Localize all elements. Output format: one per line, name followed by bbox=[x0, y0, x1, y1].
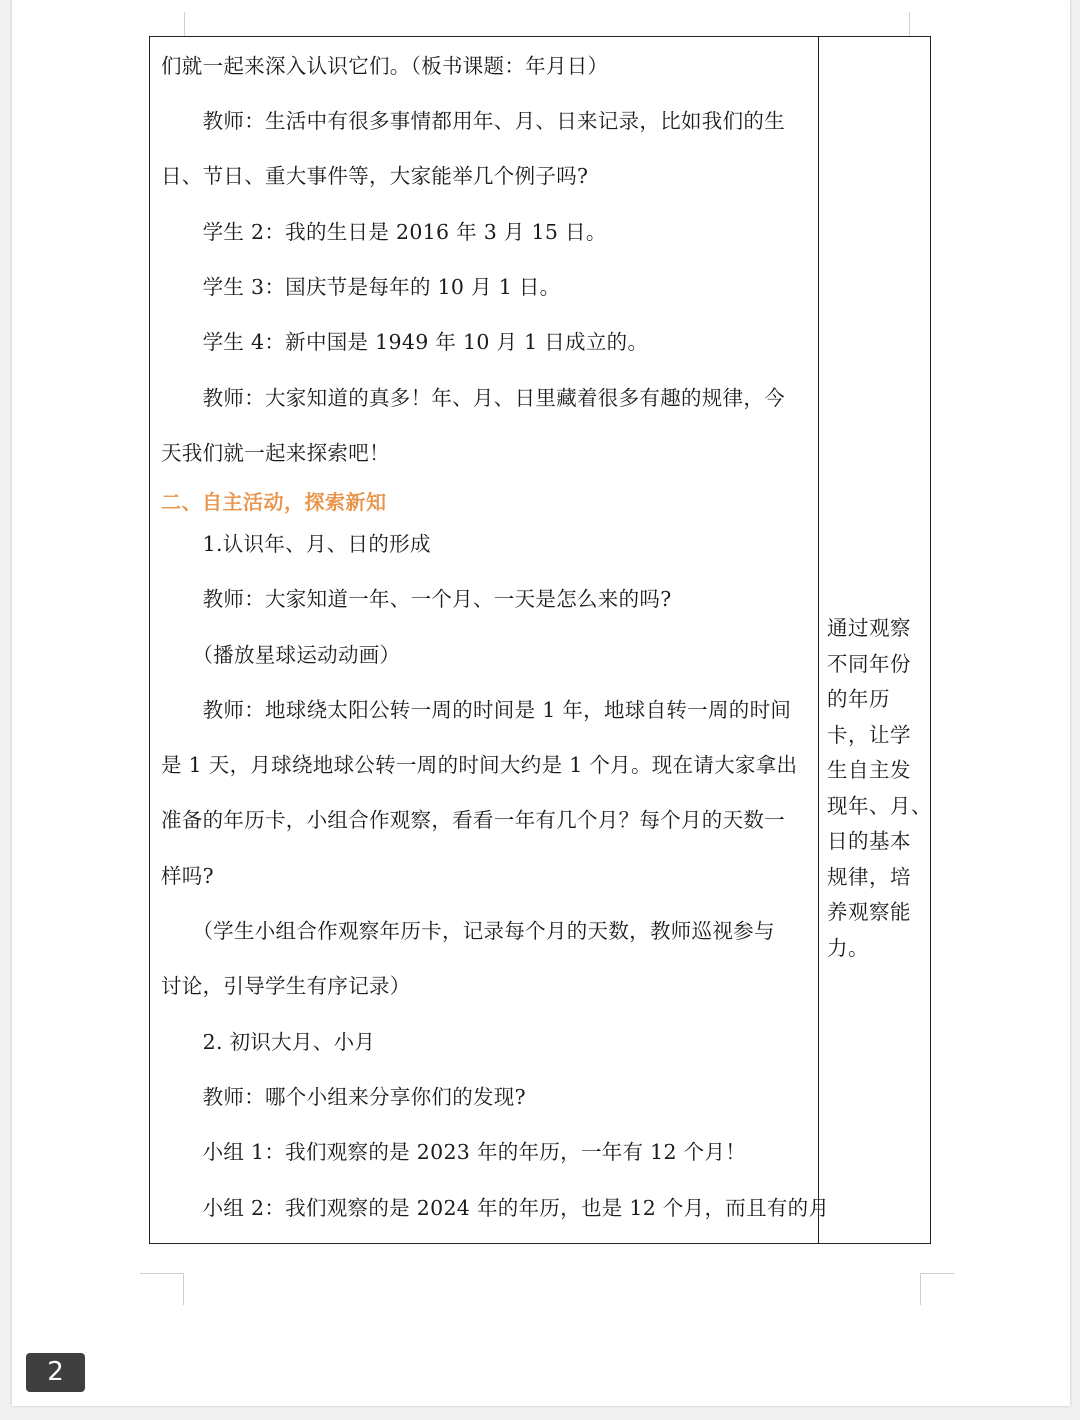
text-line: 教师：哪个小组来分享你们的发现? bbox=[161, 1085, 526, 1109]
note-line: 卡，让学 bbox=[827, 722, 911, 747]
text-line: 学生 2：我的生日是 2016 年 3 月 15 日。 bbox=[161, 220, 607, 244]
text-line: 教师：生活中有很多事情都用年、月、日来记录，比如我们的生 bbox=[161, 109, 785, 133]
note-line: 力。 bbox=[827, 935, 869, 960]
text-line: 是 1 天，月球绕地球公转一周的时间大约是 1 个月。现在请大家拿出 bbox=[161, 753, 798, 777]
text-line: 们就一起来深入认识它们。（板书课题：年月日） bbox=[161, 54, 609, 78]
crop-mark bbox=[909, 12, 922, 36]
crop-mark bbox=[183, 1273, 184, 1305]
subsection-title: 1.认识年、月、日的形成 bbox=[161, 532, 431, 556]
crop-mark bbox=[920, 1273, 954, 1274]
text-line: 样吗? bbox=[161, 864, 214, 888]
text-line: 小组 1：我们观察的是 2023 年的年历，一年有 12 个月！ bbox=[161, 1140, 747, 1164]
text-line: （学生小组合作观察年历卡，记录每个月的天数，教师巡视参与 bbox=[161, 919, 775, 943]
note-line: 养观察能 bbox=[827, 900, 911, 924]
note-line: 规律，培 bbox=[827, 864, 911, 889]
text-line: 学生 3：国庆节是每年的 10 月 1 日。 bbox=[161, 275, 561, 299]
text-line: 天我们就一起来探索吧！ bbox=[161, 441, 390, 465]
lesson-table bbox=[149, 36, 931, 1244]
note-line: 通过观察 bbox=[827, 616, 911, 640]
page-number-badge[interactable]: 2 bbox=[26, 1353, 85, 1392]
column-divider bbox=[818, 37, 819, 1243]
section-heading: 二、自主活动，探索新知 bbox=[161, 490, 387, 514]
text-line: 学生 4：新中国是 1949 年 10 月 1 日成立的。 bbox=[161, 330, 649, 354]
text-line: 小组 2：我们观察的是 2024 年的年历，也是 12 个月，而且有的月 bbox=[161, 1196, 830, 1220]
text-line: 教师：大家知道的真多！年、月、日里藏着很多有趣的规律，今 bbox=[161, 386, 785, 410]
note-line: 现年、月、 bbox=[827, 793, 932, 818]
crop-mark bbox=[920, 1273, 921, 1305]
text-line: 教师：地球绕太阳公转一周的时间是 1 年，地球自转一周的时间 bbox=[161, 698, 792, 722]
note-line: 生自主发 bbox=[827, 758, 911, 782]
subsection-title: 2. 初识大月、小月 bbox=[161, 1030, 376, 1054]
text-line: 教师：大家知道一年、一个月、一天是怎么来的吗? bbox=[161, 587, 672, 611]
note-line: 不同年份 bbox=[827, 651, 911, 676]
crop-mark bbox=[140, 1273, 184, 1274]
text-line: 日、节日、重大事件等，大家能举几个例子吗? bbox=[161, 164, 589, 188]
text-line: 准备的年历卡，小组合作观察，看看一年有几个月？每个月的天数一 bbox=[161, 808, 785, 832]
note-line: 的年历 bbox=[827, 687, 890, 711]
design-intent-note bbox=[827, 611, 932, 966]
note-line: 日的基本 bbox=[827, 829, 911, 853]
crop-mark bbox=[172, 12, 185, 36]
text-line: （播放星球运动动画） bbox=[161, 643, 401, 667]
text-line: 讨论，引导学生有序记录） bbox=[161, 974, 411, 998]
